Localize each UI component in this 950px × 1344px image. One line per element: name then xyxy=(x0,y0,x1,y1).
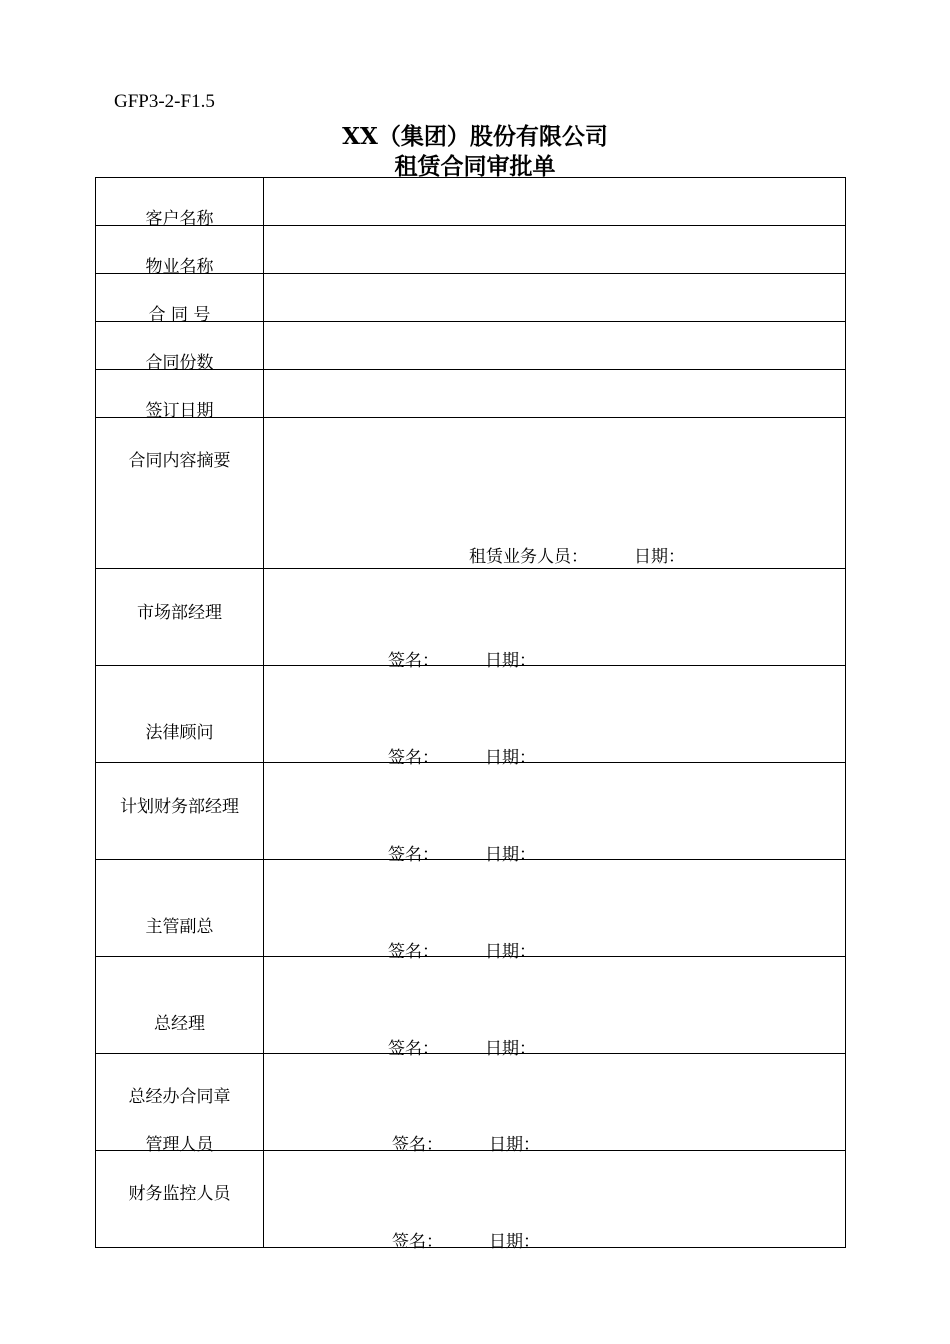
sign-date-value[interactable] xyxy=(264,370,846,418)
contract-no-label: 合 同 号 xyxy=(148,305,211,325)
row-legal-advisor xyxy=(96,666,846,763)
label-cell xyxy=(96,569,264,666)
form-title: 租赁合同审批单 xyxy=(394,153,556,180)
row-deputy-gm xyxy=(96,860,846,957)
row-contract-copies xyxy=(96,322,846,370)
legal-advisor-label: 法律顾问 xyxy=(145,723,214,743)
signature-line xyxy=(392,1227,540,1252)
market-manager-label: 市场部经理 xyxy=(137,603,222,623)
row-property-name xyxy=(96,226,846,274)
sign-label: 签名： xyxy=(388,1039,439,1059)
row-general-manager xyxy=(96,957,846,1054)
sign-label: 签名： xyxy=(388,748,439,768)
finance-monitor-opinion[interactable] xyxy=(264,1151,846,1252)
contract-copies-label: 合同份数 xyxy=(145,353,214,373)
contract-summary-value[interactable] xyxy=(264,418,846,569)
seal-admin-label-line2: 管理人员 xyxy=(145,1135,214,1155)
row-sign-date xyxy=(96,370,846,418)
property-name-value[interactable] xyxy=(264,226,846,274)
contract-no-value[interactable] xyxy=(264,274,846,322)
sign-label: 签名： xyxy=(392,1232,443,1252)
seal-admin-label-line1: 总经办合同章 xyxy=(128,1087,231,1107)
approval-form-table xyxy=(95,177,846,1252)
date-label: 日期： xyxy=(489,1232,540,1252)
finance-manager-label: 计划财务部经理 xyxy=(120,797,239,817)
document-code: GFP3-2-F1.5 xyxy=(114,91,215,112)
row-market-manager xyxy=(96,569,846,666)
date-label: 日期： xyxy=(489,1135,540,1155)
date-label: 日期： xyxy=(485,651,536,671)
date-label: 日期： xyxy=(485,1039,536,1059)
lease-staff-label: 租赁业务人员： xyxy=(469,547,588,567)
deputy-gm-label: 主管副总 xyxy=(145,917,214,937)
sign-date-label: 签订日期 xyxy=(145,401,214,421)
general-manager-label: 总经理 xyxy=(154,1014,205,1034)
sign-label: 签名： xyxy=(392,1135,443,1155)
label-cell xyxy=(96,860,264,957)
customer-name-value[interactable] xyxy=(264,178,846,226)
row-finance-monitor xyxy=(96,1151,846,1248)
label-cell xyxy=(96,1054,264,1155)
row-seal-admin xyxy=(96,1054,846,1151)
date-label: 日期： xyxy=(485,845,536,865)
label-cell xyxy=(96,1151,264,1248)
label-cell xyxy=(96,418,264,569)
date-label: 日期： xyxy=(634,547,685,567)
market-manager-opinion[interactable] xyxy=(264,569,846,671)
row-finance-manager xyxy=(96,763,846,860)
contract-summary-label: 合同内容摘要 xyxy=(128,451,231,471)
sign-label: 签名： xyxy=(388,845,439,865)
label-cell xyxy=(96,370,264,421)
general-manager-opinion[interactable] xyxy=(264,957,846,1059)
label-cell xyxy=(96,274,264,325)
deputy-gm-opinion[interactable] xyxy=(264,860,846,962)
legal-advisor-opinion[interactable] xyxy=(264,666,846,768)
finance-manager-opinion[interactable] xyxy=(264,763,846,865)
seal-admin-opinion[interactable] xyxy=(264,1054,846,1155)
lease-staff-signature xyxy=(469,542,685,567)
label-cell xyxy=(96,666,264,763)
row-customer-name xyxy=(96,178,846,226)
finance-monitor-label: 财务监控人员 xyxy=(128,1184,231,1204)
label-cell xyxy=(96,957,264,1054)
label-cell xyxy=(96,226,264,277)
customer-name-label: 客户名称 xyxy=(145,209,214,229)
label-cell xyxy=(96,322,264,373)
contract-copies-value[interactable] xyxy=(264,322,846,370)
date-label: 日期： xyxy=(485,748,536,768)
row-contract-no xyxy=(96,274,846,322)
sign-label: 签名： xyxy=(388,942,439,962)
label-cell xyxy=(96,178,264,229)
date-label: 日期： xyxy=(485,942,536,962)
label-cell xyxy=(96,763,264,860)
row-contract-summary xyxy=(96,418,846,569)
property-name-label: 物业名称 xyxy=(145,257,214,277)
sign-label: 签名： xyxy=(388,651,439,671)
company-title: XX（集团）股份有限公司 xyxy=(342,123,608,150)
